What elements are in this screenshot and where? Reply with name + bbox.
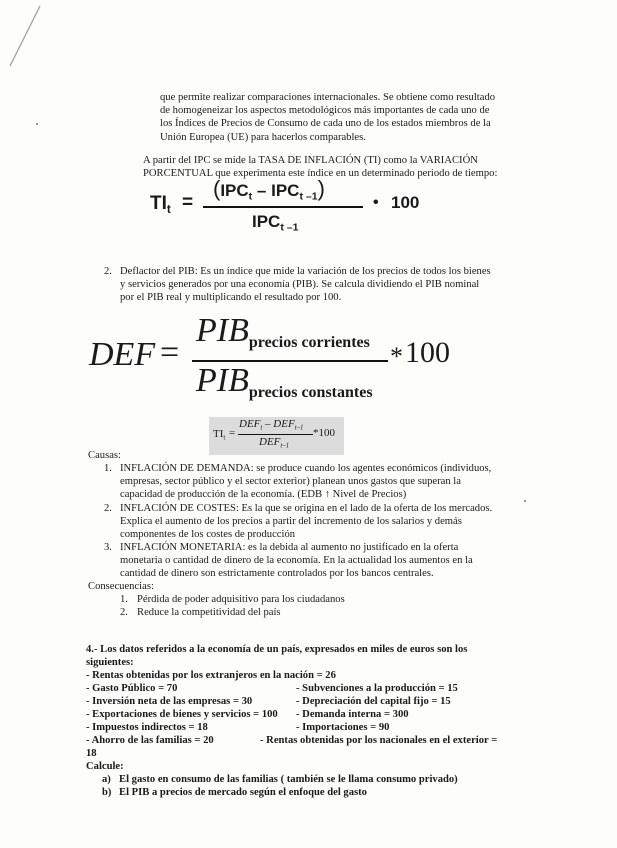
- formula-symbol: TI: [213, 428, 224, 440]
- exercise-data-item: - Gasto Público = 70: [86, 683, 178, 694]
- exercise-data-item: - Importaciones = 90: [296, 722, 390, 733]
- formula-subscript: t: [260, 424, 263, 432]
- text-line: componentes de los costes de producción: [120, 529, 296, 541]
- text-line: de homogeneizar los aspectos metodológicos más importantes de cada uno de: [160, 105, 490, 117]
- calcule-label: Calcule:: [86, 761, 124, 772]
- formula-equals: =: [229, 427, 236, 439]
- formula-subscript: precios corrientes: [248, 334, 370, 351]
- text-line: por el PIB real y multiplicando el resultado por 100.: [120, 292, 342, 304]
- text-line: PORCENTUAL que experimenta este índice en un determinado periodo de tiempo:: [143, 168, 498, 180]
- text-line: los Índices de Precios de Consumo de cada uno de los estados miembros de la: [160, 118, 491, 130]
- formula-factor: 100: [405, 336, 450, 369]
- question-letter: a): [102, 774, 111, 785]
- formula-paren: (: [213, 176, 221, 201]
- formula-subscript: t–1: [294, 424, 304, 432]
- text-line: INFLACIÓN DE COSTES: Es la que se origina en el lado de la oferta de los mercados.: [120, 503, 493, 514]
- exercise-data-item: - Ahorro de las familias = 20: [86, 735, 214, 746]
- causa-number: 3.: [104, 542, 112, 553]
- formula-subscript: t –1: [280, 221, 299, 234]
- text-line: INFLACIÓN MONETARIA: es la debida al aumento no justificado en la oferta: [120, 542, 459, 553]
- exercise-data-item: - Depreciación del capital fijo = 15: [296, 696, 451, 707]
- formula-symbol: TI: [150, 193, 167, 214]
- formula-numerator: [196, 312, 370, 350]
- scan-speck: [524, 500, 526, 502]
- exercise-data-item: - Rentas obtenidas por los extranjeros en la nación = 26: [86, 670, 336, 681]
- formula-factor: 100: [391, 193, 420, 212]
- consecuencia-number: 2.: [120, 607, 128, 618]
- formula-operator: – DEF: [262, 418, 295, 430]
- formula-symbol: IPC: [271, 181, 300, 200]
- text-line: siguientes:: [86, 657, 134, 669]
- deflactor-number: 2.: [104, 266, 112, 277]
- fraction-bar: [238, 434, 313, 435]
- formula-symbol: DEF: [259, 436, 281, 448]
- consecuencia-number: 1.: [120, 594, 128, 605]
- formula-subscript: t: [166, 203, 171, 217]
- causa-number: 1.: [104, 463, 112, 474]
- text-line: INFLACIÓN DE DEMANDA: se produce cuando los agentes económicos (individuos,: [120, 463, 492, 474]
- intro-paragraph: [160, 91, 520, 144]
- exercise-data-item: - Rentas obtenidas por los nacionales en el exterior =: [260, 735, 498, 746]
- question-text: El gasto en consumo de las familias ( también se le llama consumo privado): [119, 774, 458, 785]
- causa-item: [120, 541, 520, 581]
- formula-lhs: [150, 193, 171, 216]
- fraction-bar: [203, 206, 363, 208]
- formula-subscript: t –1: [299, 190, 318, 203]
- question-letter: b): [102, 787, 112, 798]
- formula-denominator: [259, 436, 289, 449]
- formula-subscript: t–1: [280, 442, 290, 450]
- formula-subscript: t: [248, 190, 253, 203]
- formula-equals: =: [160, 334, 180, 371]
- fraction-bar: [192, 360, 388, 362]
- text-line: empresas, sector público y el sector exterior) planean unos gastos que superan la: [120, 476, 461, 488]
- formula-factor: *100: [313, 427, 335, 439]
- exercise-heading: [86, 643, 516, 669]
- text-line: cantidad de dinero son estrictamente controlados por los bancos centrales.: [120, 568, 434, 580]
- exercise-data-item: - Subvenciones a la producción = 15: [296, 683, 458, 694]
- formula-paren: ): [317, 176, 325, 201]
- formula-ti-deflactor-box: [209, 417, 344, 455]
- causa-number: 2.: [104, 503, 112, 514]
- formula-symbol: DEF: [239, 418, 261, 430]
- exercise-data-item: - Inversión neta de las empresas = 30: [86, 696, 253, 707]
- formula-lhs: [213, 428, 225, 441]
- consecuencia-text: Reduce la competitividad del país: [137, 607, 281, 618]
- formula-numerator: [239, 418, 303, 431]
- consecuencia-text: Pérdida de poder adquisitivo para los ciudadanos: [137, 594, 345, 605]
- formula-equals: =: [182, 192, 194, 213]
- formula-subscript: precios constantes: [248, 384, 373, 401]
- causa-item: [120, 462, 520, 502]
- formula-lhs: DEF: [89, 336, 156, 373]
- text-line: que permite realizar comparaciones internacionales. Se obtiene como resultado: [160, 92, 496, 103]
- text-line: Explica el aumento de los precios a partir del incremento de los salarios y demás: [120, 516, 462, 528]
- question-text: El PIB a precios de mercado según el enfoque del gasto: [119, 787, 367, 798]
- scan-speck: [36, 123, 38, 125]
- causas-title: Causas:: [88, 450, 121, 461]
- formula-denominator: [252, 212, 299, 234]
- deflactor-paragraph: [120, 265, 515, 305]
- exercise-data-value: 18: [86, 748, 97, 759]
- text-line: capacidad de producción de la economía. (EDB ↑ Nivel de Precios): [120, 489, 407, 501]
- consecuencias-title: Consecuencias:: [88, 581, 154, 592]
- text-line: monetaria o cantidad de dinero de la economía. En la actualidad los aumentos en la: [120, 555, 473, 567]
- text-line: y servicios generados por una economía (PIB). Se calcula dividiendo el PIB nominal: [120, 279, 480, 291]
- formula-subscript: t: [223, 434, 226, 442]
- formula-symbol: PIB: [196, 312, 249, 349]
- text-line: A partir del IPC se mide la TASA DE INFLACIÓN (TI) como la VARIACIÓN: [143, 155, 478, 166]
- formula-times: *: [390, 342, 403, 371]
- scan-artifact-line: [4, 0, 44, 70]
- text-line: 4.- Los datos referidos a la economía de un país, expresados en miles de euros son los: [86, 644, 468, 655]
- exercise-data-item: - Demanda interna = 300: [296, 709, 409, 720]
- text-line: Deflactor del PIB: Es un índice que mide la variación de los precios de todos los bienes: [120, 266, 491, 277]
- formula-symbol: IPC: [220, 181, 249, 200]
- exercise-data-item: - Exportaciones de bienes y servicios = 100: [86, 709, 278, 720]
- formula-denominator: [196, 362, 373, 400]
- formula-symbol: PIB: [196, 362, 249, 399]
- ipc-paragraph: [143, 154, 523, 180]
- formula-times: •: [373, 194, 379, 211]
- text-line: Unión Europea (UE) para hacerlos comparables.: [160, 131, 366, 143]
- causa-item: [120, 502, 520, 542]
- exercise-data-item: - Impuestos indirectos = 18: [86, 722, 208, 733]
- formula-symbol: IPC: [252, 212, 281, 231]
- formula-operator: –: [252, 181, 272, 200]
